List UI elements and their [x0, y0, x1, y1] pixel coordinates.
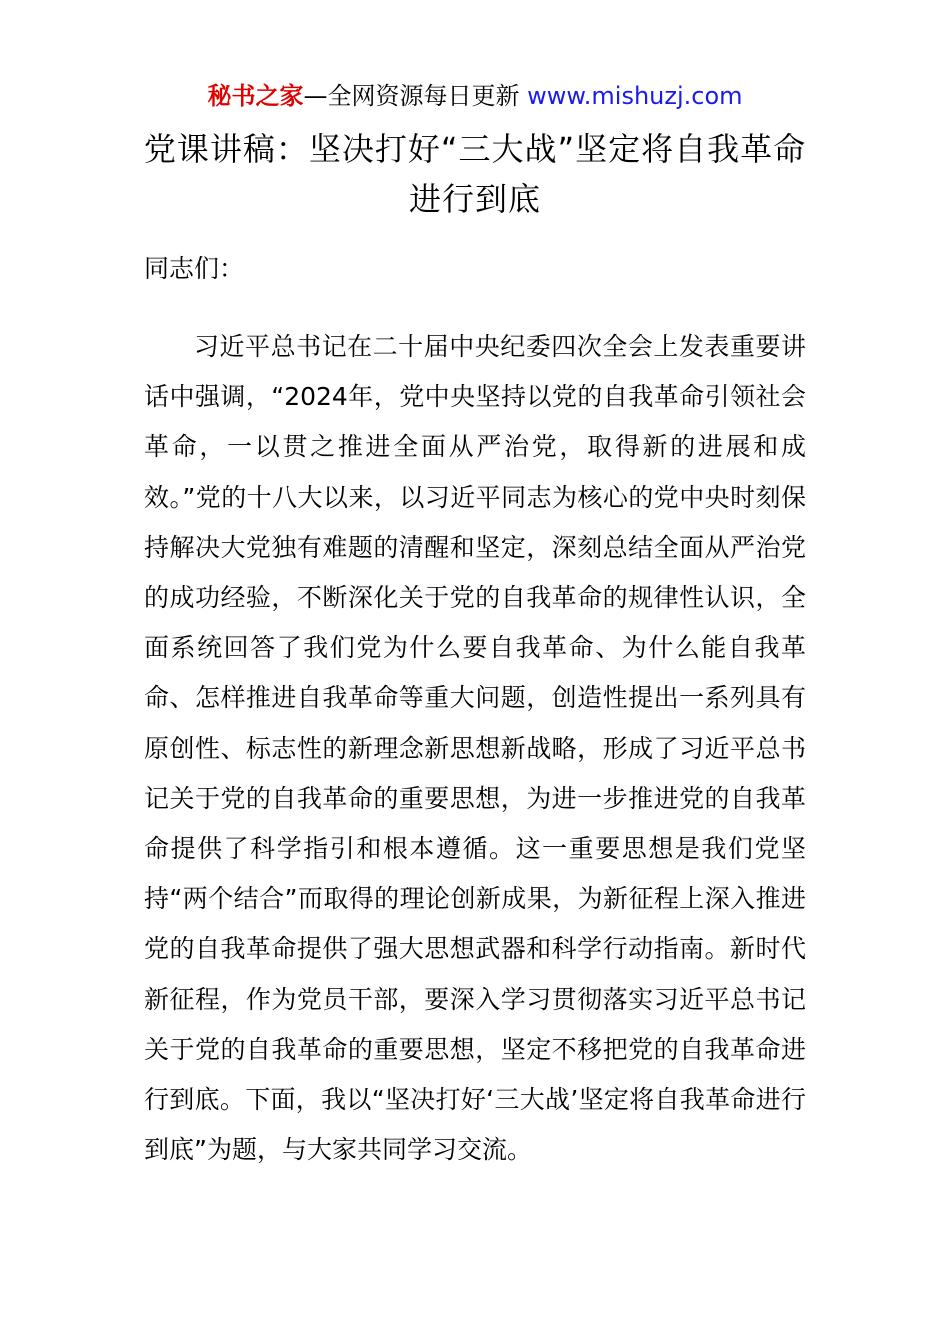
salutation: 同志们： [144, 254, 245, 283]
site-brand: 秘书之家 [207, 82, 304, 110]
body-paragraph: 习近平总书记在二十届中央纪委四次全会上发表重要讲话中强调，“2024年，党中央坚持以党的自我革命引领社会革命，一以贯之推进全面从严治党，取得新的进展和成效。”党的十八大以来，以习近平同志为核心的党中央时刻保持解决大党独有难题的清醒和坚定，深刻总结全面从严治党的成功经验，不断深化关于党的自我革命的规律性认识，全面系统回答了我们党为什么要自我革命、为什么能自我革命、怎样推进自我革命等重大问题，创造性提出一系列具有原创性、标志性的新理念新思想新战略，形成了习近平总书记关于党的自我革命的重要思想，为进一步推进党的自我革命提供了科学指引和根本遵循。这一重要思想是我们党坚持“两个结合”而取得的理论创新成果，为新征程上深入推进党的自我革命提供了强大思想武器和科学行动指南。新时代新征程，作为党员干部，要深入学习贯彻落实习近平总书记关于党的自我革命的重要思想，坚定不移把党的自我革命进行到底。下面，我以“坚决打好‘三大战’坚定将自我革命进行到底”为题，与大家共同学习交流。 [144, 332, 806, 1165]
document-title: 党课讲稿：坚决打好“三大战”坚定将自我革命进行到底 [143, 130, 807, 218]
site-url: www.mishuzj.com [527, 82, 743, 110]
site-tagline: —全网资源每日更新 [303, 82, 520, 110]
site-header [0, 80, 950, 112]
